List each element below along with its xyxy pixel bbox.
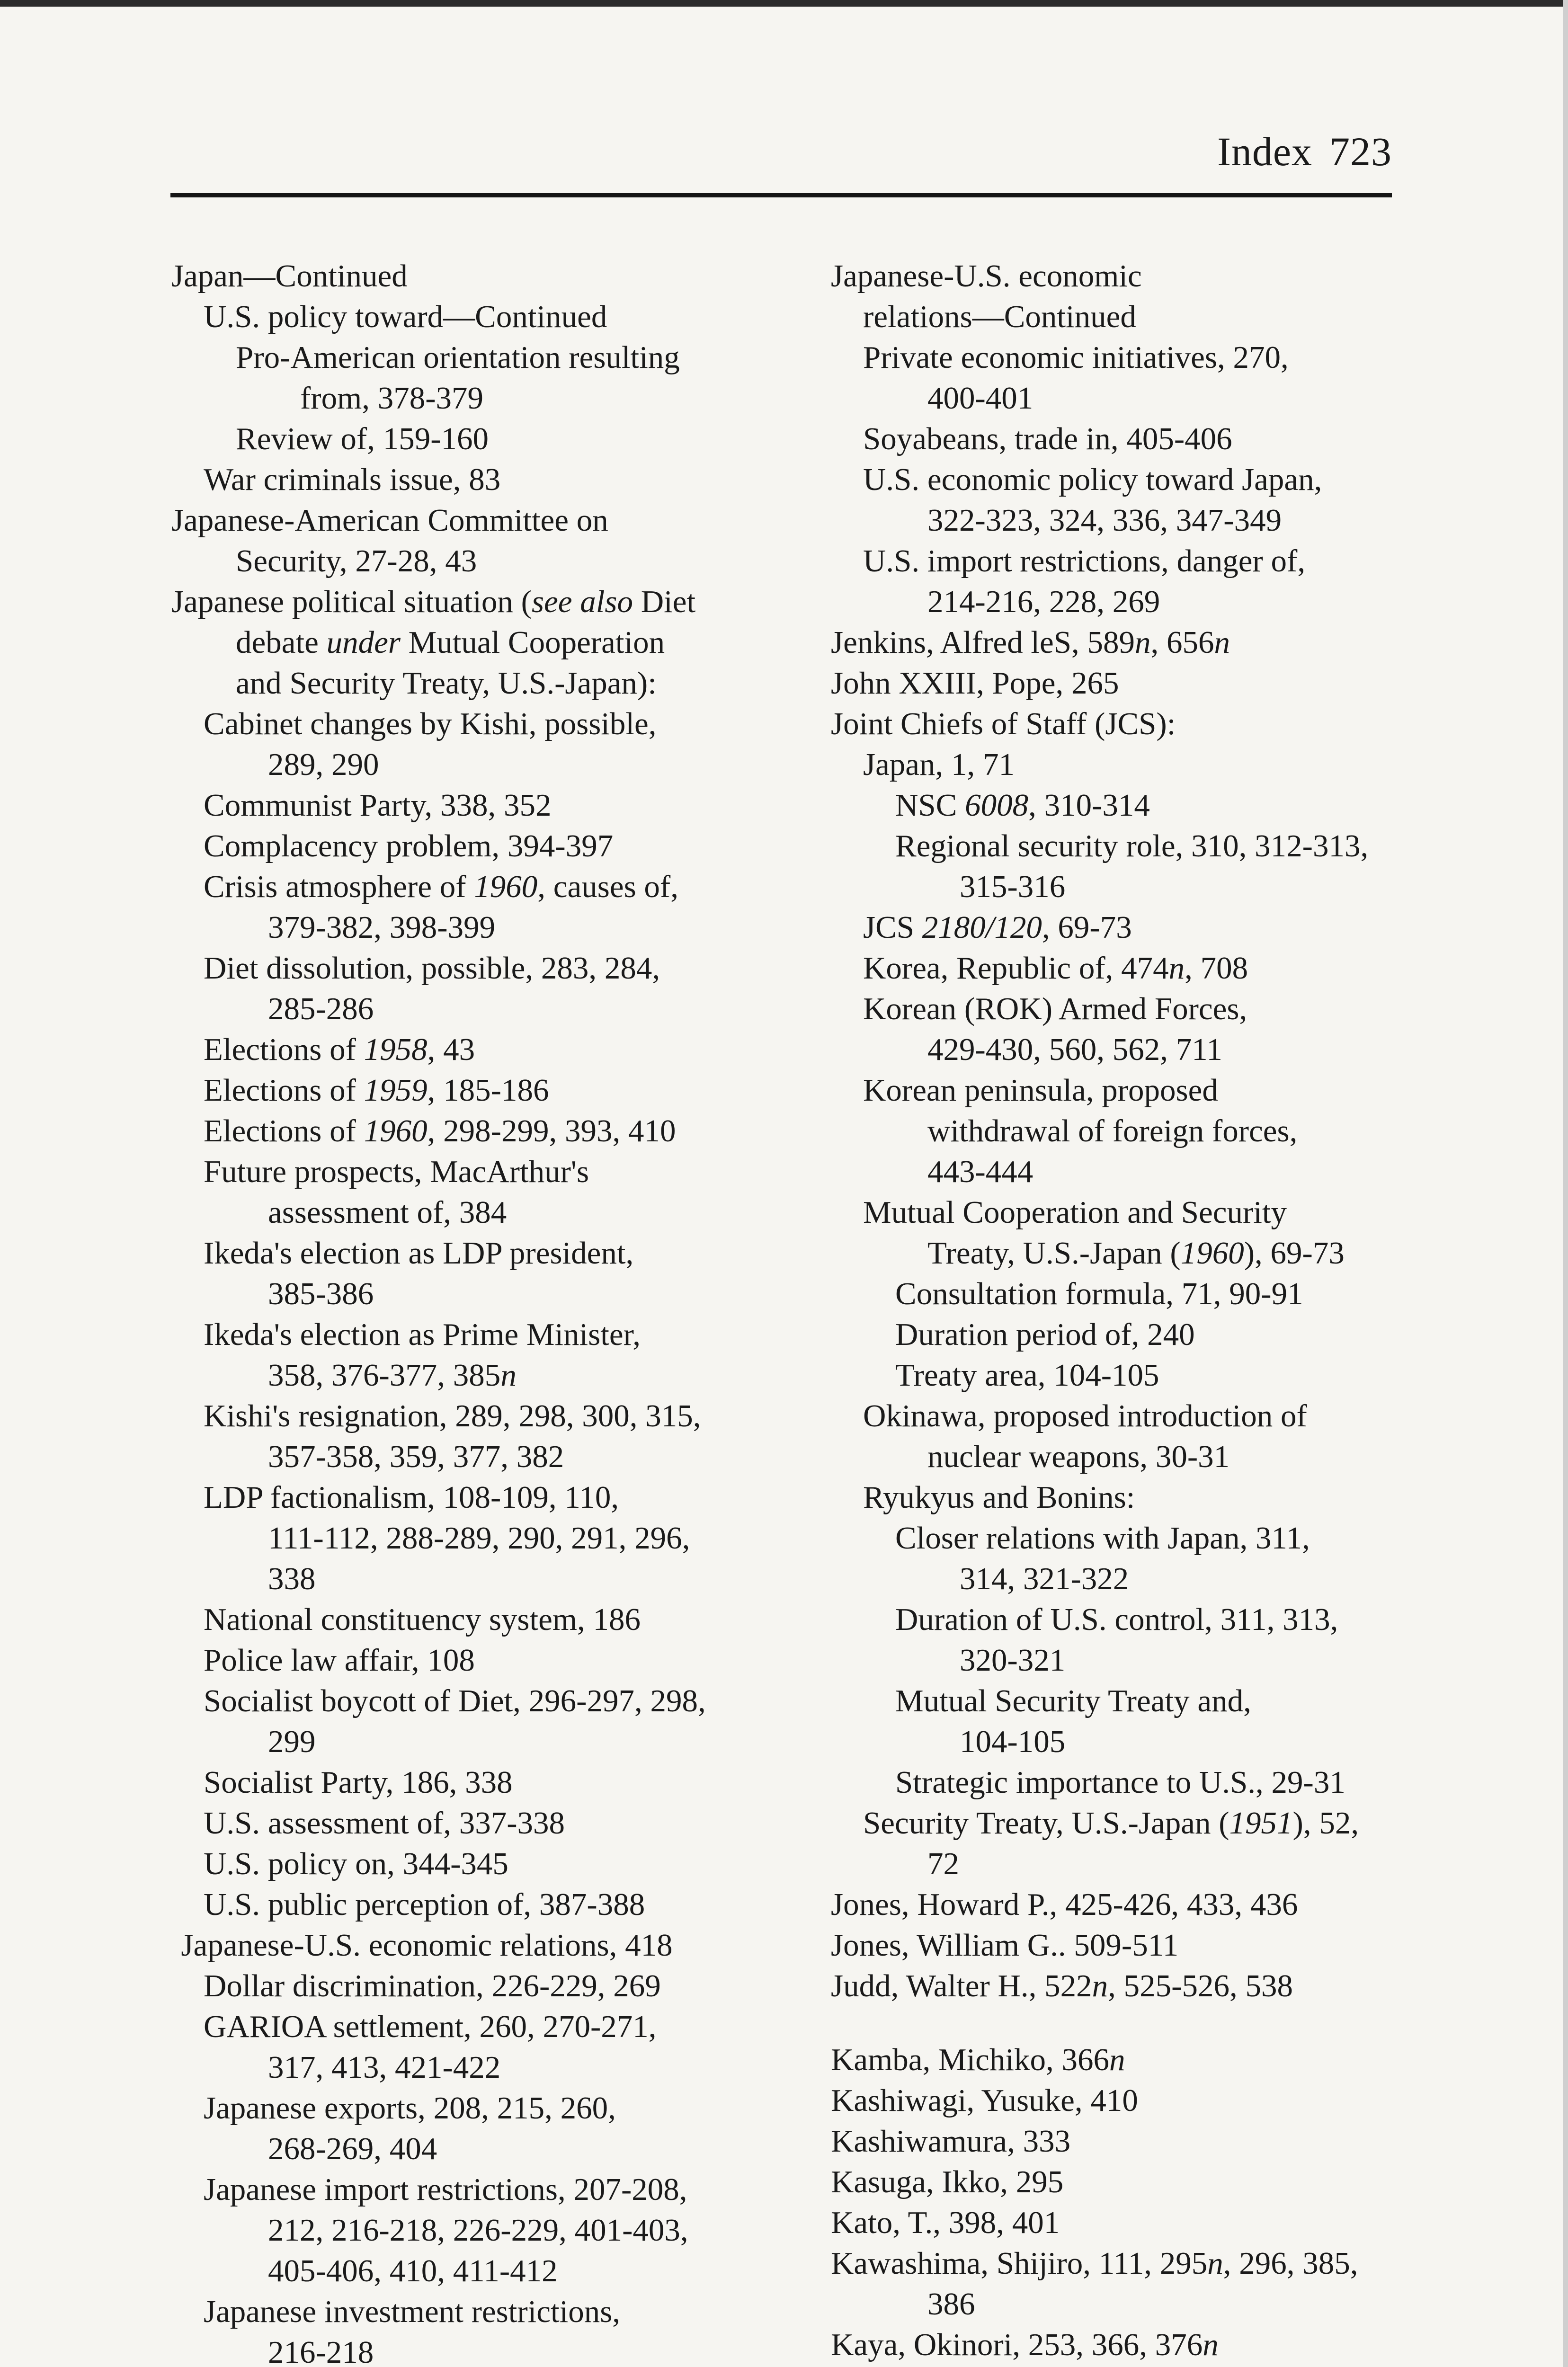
- entry-italic-text: n: [1214, 625, 1230, 660]
- index-entry: [171, 1029, 806, 1070]
- index-entry: [171, 1640, 806, 1681]
- entry-text: Okinawa, proposed introduction of: [863, 1398, 1307, 1433]
- entry-text: 315-316: [960, 869, 1066, 904]
- entry-text: Kashiwagi, Yusuke, 410: [831, 2083, 1138, 2118]
- entry-text: 386: [927, 2287, 975, 2322]
- entry-italic-text: n: [1109, 2042, 1125, 2077]
- index-entry: [171, 1111, 806, 1151]
- entry-text: , 298-299, 393, 410: [427, 1113, 676, 1148]
- index-entry: [171, 541, 806, 581]
- index-entry: [831, 907, 1446, 948]
- index-entry: [171, 703, 806, 744]
- page-number: 723: [1329, 129, 1392, 174]
- index-entry: [831, 988, 1446, 1029]
- scan-edge-top: [0, 0, 1568, 7]
- entry-text: Korean (ROK) Armed Forces,: [863, 991, 1247, 1026]
- entry-text: Japanese-U.S. economic relations, 418: [181, 1928, 673, 1963]
- index-entry: [171, 1314, 806, 1355]
- index-entry: [171, 1151, 806, 1192]
- entry-text: National constituency system, 186: [204, 1602, 641, 1637]
- index-entry: [171, 2128, 806, 2169]
- index-entry: [831, 2039, 1446, 2080]
- index-entry: [831, 1396, 1446, 1436]
- entry-text: Japanese-American Committee on: [171, 503, 608, 538]
- index-entry: [831, 2162, 1446, 2202]
- entry-text: Diet: [633, 584, 696, 619]
- index-entry: [831, 1070, 1446, 1111]
- index-entry: [831, 2324, 1446, 2365]
- index-entry: [171, 1966, 806, 2006]
- entry-text: Crisis atmosphere of: [204, 869, 474, 904]
- entry-text: Japan, 1, 71: [863, 747, 1015, 782]
- entry-text: Future prospects, MacArthur's: [204, 1154, 589, 1189]
- index-entry: [831, 500, 1446, 541]
- index-entry: [831, 1477, 1446, 1518]
- entry-text: Korea, Republic of, 474: [863, 951, 1169, 986]
- index-entry: [831, 1640, 1446, 1681]
- entry-text: , 43: [427, 1032, 475, 1067]
- index-entry: [831, 581, 1446, 622]
- index-entry: [171, 1273, 806, 1314]
- entry-text: withdrawal of foreign forces,: [927, 1113, 1298, 1148]
- entry-text: ), 69-73: [1244, 1236, 1345, 1271]
- entry-text: Japanese exports, 208, 215, 260,: [204, 2091, 616, 2126]
- index-entry: [171, 1558, 806, 1599]
- index-entry: [171, 2169, 806, 2210]
- index-entry: [831, 1029, 1446, 1070]
- entry-text: from, 378-379: [300, 381, 484, 416]
- entry-text: Korean peninsula, proposed: [863, 1073, 1218, 1108]
- index-entry: [831, 948, 1446, 988]
- entry-text: 72: [927, 1846, 959, 1881]
- entry-text: Police law affair, 108: [204, 1643, 475, 1678]
- entry-italic-text: 1960: [1180, 1236, 1244, 1271]
- index-entry: [831, 296, 1446, 337]
- entry-text: ), 52,: [1292, 1806, 1359, 1841]
- index-entry: [831, 1111, 1446, 1151]
- index-entry: [171, 2251, 806, 2291]
- index-entry: [831, 1151, 1446, 1192]
- index-entry: [171, 459, 806, 500]
- entry-text: Duration of U.S. control, 311, 313,: [895, 1602, 1338, 1637]
- index-entry: [831, 2080, 1446, 2121]
- entry-text: Dollar discrimination, 226-229, 269: [204, 1968, 661, 2003]
- entry-text: U.S. import restrictions, danger of,: [863, 543, 1306, 578]
- entry-italic-text: 6008: [965, 788, 1029, 823]
- entry-italic-text: n: [500, 1358, 517, 1393]
- index-entry: [831, 1721, 1446, 1762]
- entry-text: GARIOA settlement, 260, 270-271,: [204, 2009, 657, 2044]
- index-entry: [831, 2243, 1446, 2284]
- index-entry: [171, 1721, 806, 1762]
- running-head: [1217, 128, 1392, 175]
- entry-text: nuclear weapons, 30-31: [927, 1439, 1230, 1474]
- entry-text: Security, 27-28, 43: [236, 543, 477, 578]
- index-entry: [831, 1599, 1446, 1640]
- entry-text: Jones, William G.. 509-511: [831, 1928, 1179, 1963]
- index-entry: [831, 541, 1446, 581]
- entry-text: Security Treaty, U.S.-Japan (: [863, 1806, 1229, 1841]
- index-column-right: [831, 256, 1446, 2365]
- entry-text: Kawashima, Shijiro, 111, 295: [831, 2246, 1208, 2281]
- index-entry: [831, 1518, 1446, 1558]
- index-entry: [171, 296, 806, 337]
- entry-italic-text: 2180/120: [922, 910, 1042, 945]
- entry-text: Mutual Security Treaty and,: [895, 1683, 1251, 1718]
- index-entry: [831, 1558, 1446, 1599]
- index-entry: [831, 2284, 1446, 2324]
- entry-text: Socialist boycott of Diet, 296-297, 298,: [204, 1683, 706, 1718]
- entry-text: Strategic importance to U.S., 29-31: [895, 1765, 1345, 1800]
- entry-italic-text: 1960: [474, 869, 538, 904]
- index-entry: [171, 2006, 806, 2047]
- index-entry: [171, 378, 806, 418]
- index-entry: [831, 1966, 1446, 2006]
- entry-text: Kato, T., 398, 401: [831, 2205, 1060, 2240]
- index-entry: [171, 948, 806, 988]
- index-entry: [171, 1233, 806, 1273]
- entry-text: Review of, 159-160: [236, 421, 489, 456]
- entry-text: Communist Party, 338, 352: [204, 788, 552, 823]
- index-entry: [171, 826, 806, 866]
- index-entry: [831, 256, 1446, 296]
- entry-text: , 708: [1185, 951, 1248, 986]
- index-entry: [171, 1681, 806, 1721]
- index-entry: [831, 1762, 1446, 1803]
- index-entry: [171, 988, 806, 1029]
- entry-text: Kamba, Michiko, 366: [831, 2042, 1110, 2077]
- entry-text: , 185-186: [427, 1073, 549, 1108]
- entry-text: 338: [268, 1561, 316, 1596]
- index-entry: [171, 1843, 806, 1884]
- entry-text: Jones, Howard P., 425-426, 433, 436: [831, 1887, 1298, 1922]
- entry-text: Consultation formula, 71, 90-91: [895, 1276, 1303, 1311]
- entry-text: Jenkins, Alfred leS, 589: [831, 625, 1135, 660]
- entry-italic-text: 1960: [364, 1113, 428, 1148]
- entry-text: 400-401: [927, 381, 1033, 416]
- entry-text: 405-406, 410, 411-412: [268, 2253, 558, 2288]
- entry-text: Ryukyus and Bonins:: [863, 1480, 1135, 1515]
- index-entry: [831, 2202, 1446, 2243]
- index-entry: [171, 1192, 806, 1233]
- entry-text: Private economic initiatives, 270,: [863, 340, 1289, 375]
- index-entry: [831, 744, 1446, 785]
- index-entry: [171, 500, 806, 541]
- entry-text: Kishi's resignation, 289, 298, 300, 315,: [204, 1398, 701, 1433]
- entry-text: 314, 321-322: [960, 1561, 1129, 1596]
- index-entry: [171, 907, 806, 948]
- entry-text: War criminals issue, 83: [204, 462, 501, 497]
- entry-text: Ikeda's election as LDP president,: [204, 1236, 634, 1271]
- entry-text: and Security Treaty, U.S.-Japan):: [236, 666, 657, 701]
- entry-text: Japanese political situation (: [171, 584, 532, 619]
- entry-text: 322-323, 324, 336, 347-349: [927, 503, 1282, 538]
- index-entry: [171, 2291, 806, 2332]
- index-entry: [171, 1396, 806, 1436]
- index-entry: [171, 1803, 806, 1843]
- entry-text: 320-321: [960, 1643, 1066, 1678]
- index-entry: [171, 1925, 806, 1966]
- entry-text: 358, 376-377, 385: [268, 1358, 501, 1393]
- entry-text: , 656: [1150, 625, 1214, 660]
- entry-text: Treaty, U.S.-Japan (: [927, 1236, 1181, 1271]
- entry-text: U.S. public perception of, 387-388: [204, 1887, 645, 1922]
- entry-text: 299: [268, 1724, 316, 1759]
- entry-text: Mutual Cooperation and Security: [863, 1195, 1287, 1230]
- index-entry: [171, 1355, 806, 1396]
- entry-text: Mutual Cooperation: [400, 625, 665, 660]
- entry-text: Elections of: [204, 1113, 364, 1148]
- entry-text: Regional security role, 310, 312-313,: [895, 828, 1369, 863]
- index-entry: [171, 2210, 806, 2251]
- index-entry: [831, 1355, 1446, 1396]
- index-entry: [831, 622, 1446, 663]
- entry-text: 429-430, 560, 562, 711: [927, 1032, 1222, 1067]
- index-entry: [171, 2088, 806, 2128]
- entry-text: 357-358, 359, 377, 382: [268, 1439, 564, 1474]
- entry-text: NSC: [895, 788, 965, 823]
- index-entry: [171, 256, 806, 296]
- entry-text: Kashiwamura, 333: [831, 2124, 1071, 2159]
- entry-text: Judd, Walter H., 522: [831, 1968, 1092, 2003]
- entry-text: Japanese import restrictions, 207-208,: [204, 2172, 687, 2207]
- entry-italic-text: see also: [531, 584, 633, 619]
- scan-edge-right: [1563, 0, 1568, 2367]
- entry-text: , 296, 385,: [1223, 2246, 1358, 2281]
- entry-text: Closer relations with Japan, 311,: [895, 1521, 1310, 1556]
- index-entry: [171, 1436, 806, 1477]
- index-column-left: [171, 256, 806, 2367]
- entry-text: Ikeda's election as Prime Minister,: [204, 1317, 641, 1352]
- index-entry: [171, 622, 806, 663]
- entry-text: LDP factionalism, 108-109, 110,: [204, 1480, 619, 1515]
- entry-text: , 525-526, 538: [1108, 1968, 1293, 2003]
- index-entry: [171, 1884, 806, 1925]
- index-entry: [171, 2047, 806, 2088]
- index-entry: [831, 418, 1446, 459]
- index-entry: [831, 866, 1446, 907]
- entry-gap: [831, 2006, 1446, 2039]
- entry-text: Pro-American orientation resulting: [236, 340, 680, 375]
- index-entry: [171, 1477, 806, 1518]
- index-entry: [171, 1518, 806, 1558]
- index-entry: [171, 1599, 806, 1640]
- entry-italic-text: n: [1168, 951, 1185, 986]
- index-entry: [171, 785, 806, 826]
- entry-text: Duration period of, 240: [895, 1317, 1195, 1352]
- entry-text: Kaya, Okinori, 253, 366, 376: [831, 2327, 1203, 2362]
- entry-text: John XXIII, Pope, 265: [831, 666, 1119, 701]
- index-entry: [831, 663, 1446, 703]
- entry-italic-text: n: [1092, 1968, 1108, 2003]
- entry-text: 317, 413, 421-422: [268, 2050, 501, 2085]
- index-entry: [831, 785, 1446, 826]
- entry-text: Joint Chiefs of Staff (JCS):: [831, 706, 1176, 741]
- index-entry: [831, 337, 1446, 378]
- entry-text: , 310-314: [1028, 788, 1150, 823]
- entry-text: Socialist Party, 186, 338: [204, 1765, 513, 1800]
- header-rule: [170, 193, 1392, 197]
- entry-italic-text: 1959: [364, 1073, 428, 1108]
- index-entry: [831, 1314, 1446, 1355]
- entry-text: 104-105: [960, 1724, 1066, 1759]
- entry-text: 379-382, 398-399: [268, 910, 496, 945]
- entry-text: JCS: [863, 910, 922, 945]
- entry-italic-text: under: [326, 625, 401, 660]
- entry-text: U.S. assessment of, 337-338: [204, 1806, 565, 1841]
- index-entry: [831, 1233, 1446, 1273]
- entry-text: 285-286: [268, 991, 374, 1026]
- page-header: [170, 114, 1392, 185]
- index-title: Index: [1217, 129, 1312, 174]
- entry-text: 289, 290: [268, 747, 379, 782]
- entry-text: U.S. policy toward—Continued: [204, 299, 607, 334]
- entry-text: U.S. economic policy toward Japan,: [863, 462, 1322, 497]
- index-entry: [171, 1070, 806, 1111]
- entry-italic-text: 1951: [1229, 1806, 1293, 1841]
- entry-text: , causes of,: [537, 869, 678, 904]
- index-entry: [831, 2121, 1446, 2162]
- index-entry: [831, 1273, 1446, 1314]
- index-entry: [831, 1925, 1446, 1966]
- index-entry: [171, 866, 806, 907]
- entry-text: 111-112, 288-289, 290, 291, 296,: [268, 1521, 690, 1556]
- index-entry: [831, 1843, 1446, 1884]
- index-entry: [171, 581, 806, 622]
- index-entry: [171, 1762, 806, 1803]
- index-entry: [831, 1436, 1446, 1477]
- index-entry: [831, 378, 1446, 418]
- index-entry: [831, 826, 1446, 866]
- entry-text: 385-386: [268, 1276, 374, 1311]
- entry-text: relations—Continued: [863, 299, 1136, 334]
- entry-text: U.S. policy on, 344-345: [204, 1846, 508, 1881]
- entry-text: Japanese investment restrictions,: [204, 2294, 621, 2329]
- index-entry: [831, 703, 1446, 744]
- entry-text: 268-269, 404: [268, 2131, 437, 2166]
- entry-italic-text: n: [1207, 2246, 1223, 2281]
- entry-text: 214-216, 228, 269: [927, 584, 1160, 619]
- entry-text: Japan—Continued: [171, 258, 408, 294]
- entry-italic-text: n: [1203, 2327, 1219, 2362]
- entry-text: debate: [236, 625, 327, 660]
- index-entry: [171, 744, 806, 785]
- index-entry: [831, 1884, 1446, 1925]
- entry-italic-text: n: [1135, 625, 1151, 660]
- entry-text: Elections of: [204, 1073, 364, 1108]
- entry-text: 216-218: [268, 2335, 374, 2367]
- entry-text: Elections of: [204, 1032, 364, 1067]
- entry-text: 212, 216-218, 226-229, 401-403,: [268, 2213, 688, 2248]
- entry-text: , 69-73: [1042, 910, 1132, 945]
- entry-text: Treaty area, 104-105: [895, 1358, 1159, 1393]
- index-entry: [831, 1192, 1446, 1233]
- index-entry: [831, 1681, 1446, 1721]
- entry-text: 443-444: [927, 1154, 1033, 1189]
- entry-text: Cabinet changes by Kishi, possible,: [204, 706, 657, 741]
- entry-text: Complacency problem, 394-397: [204, 828, 614, 863]
- index-entry: [171, 418, 806, 459]
- entry-text: Diet dissolution, possible, 283, 284,: [204, 951, 660, 986]
- entry-text: Kasuga, Ikko, 295: [831, 2164, 1064, 2199]
- entry-italic-text: 1958: [364, 1032, 428, 1067]
- index-entry: [831, 1803, 1446, 1843]
- index-entry: [171, 2332, 806, 2367]
- index-entry: [171, 663, 806, 703]
- entry-text: Japanese-U.S. economic: [831, 258, 1142, 294]
- index-entry: [171, 337, 806, 378]
- entry-text: Soyabeans, trade in, 405-406: [863, 421, 1232, 456]
- entry-text: assessment of, 384: [268, 1195, 507, 1230]
- index-entry: [831, 459, 1446, 500]
